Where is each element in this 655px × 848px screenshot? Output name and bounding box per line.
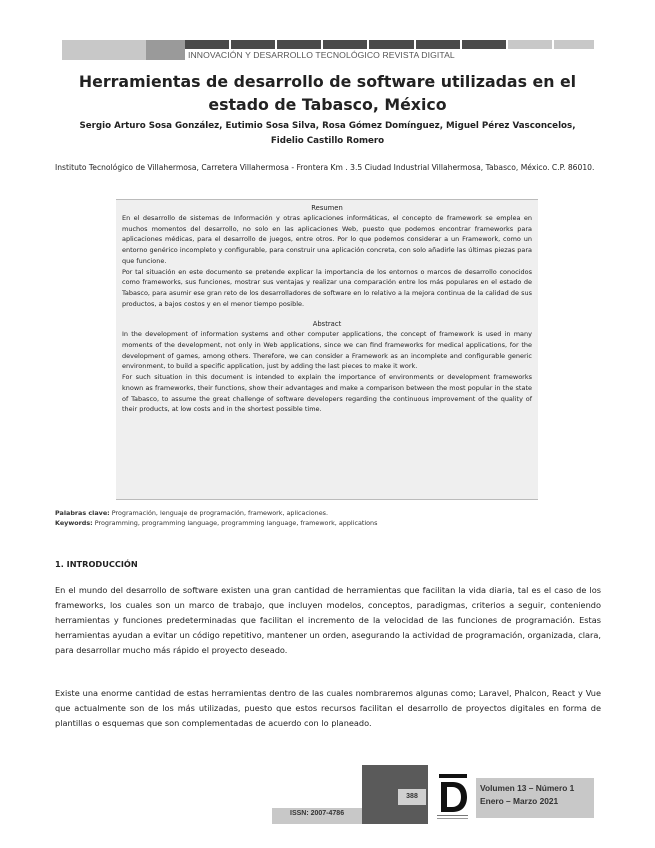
keywords-en-label: Keywords: xyxy=(55,519,93,527)
keywords-es-label: Palabras clave: xyxy=(55,509,110,517)
keywords-block xyxy=(55,508,603,528)
volume-info xyxy=(480,782,574,808)
title-line-1: Herramientas de desarrollo de software utilizadas en el xyxy=(78,72,577,91)
title-line-2: estado de Tabasco, México xyxy=(208,95,447,114)
resumen-heading: Resumen xyxy=(311,204,343,212)
abstract-box xyxy=(116,199,538,500)
tecnm-logo-icon xyxy=(429,768,476,822)
authors-line-1: Sergio Arturo Sosa González, Eutimio Sosa Silva, Rosa Gómez Domínguez, Miguel Pérez Vasconcelos, xyxy=(79,121,576,131)
volume-number: Volumen 13 – Número 1 xyxy=(480,783,575,793)
intro-paragraph-2: Existe una enorme cantidad de estas herramientas dentro de las cuales nombraremos algunas como; Laravel, Phalcon, React y Vue que actualmente son de los más utilizadas, puesto que estos recursos facilitan el desarrollo de proyectos digitales en forma de plantillas o esquemas que son complementadas de acuerdo con lo planeado. xyxy=(55,688,601,728)
abstract-paragraph-2: For such situation in this document is intended to explain the importance of environments or development frameworks known as frameworks, their functions, show their advantages and make a comparison between the most popular in the state of Tabasco, to assume the great challenge of software developers regarding the continuous improvement of the quality of their products, at low costs and in the shortest possible time. xyxy=(122,373,532,414)
abstract-paragraph-1: In the development of information systems and other computer applications, the concept of framework is used in many moments of the development, not only in Web applications, since we can find frameworks for medical applications, for the development of games, among others. Therefore, we can consider a Framework as an incomplete and configurable generic environment, to build a specific application, just by adding the last pieces to make it work. xyxy=(122,330,532,371)
intro-paragraph-1: En el mundo del desarrollo de software existen una gran cantidad de herramientas que facilitan la vida diaria, tal es el caso de los frameworks, los cuales son un marco de trabajo, que incluyen modelos, conceptos, paradigmas, criterios a seguir, conteniendo herramientas y funciones predeterminadas que facilitan el incremento de la velocidad de las funciones de programación. Estas herramientas ayudan a evitar un código repetitivo, mantener un orden, asegurando la actividad de programación, organizada, clara, para desarrollar mucho más rápido el proyecto deseado. xyxy=(55,585,601,655)
keywords-es-value: Programación, lenguaje de programación, framework, aplicaciones. xyxy=(111,509,329,517)
header-bar xyxy=(185,40,594,49)
authors xyxy=(60,119,595,149)
journal-title: INNOVACIÓN Y DESARROLLO TECNOLÓGICO REVISTA DIGITAL xyxy=(188,50,455,60)
volume-period: Enero – Marzo 2021 xyxy=(480,796,559,806)
keywords-en-value: Programming, programming language, programming language, framework, applications xyxy=(94,519,378,527)
authors-line-2: Fidelio Castillo Romero xyxy=(270,136,385,146)
abstract-heading: Abstract xyxy=(312,320,342,329)
header-block-dark xyxy=(146,40,185,60)
issn-label: ISSN: 2007-4786 xyxy=(290,810,345,817)
page-number: 388 xyxy=(398,789,426,805)
keywords-en xyxy=(55,518,603,528)
section-title-introduccion: 1. INTRODUCCIÓN xyxy=(55,559,138,569)
resumen-paragraph-2: Por tal situación en este documento se pretende explicar la importancia de los entornos o marcos de desarrollo conocidos como frameworks, sus funciones, mostrar sus ventajas y realizar una comparación entre los más populares en el estado de Tabasco, para asumir ese gran reto de los desarrolladores de software en lo relativo a la mejora continua de la calidad de sus productos, a bajos costos y en el menor tiempo posible. xyxy=(122,267,532,308)
keywords-es xyxy=(55,508,603,518)
affiliation: Instituto Tecnológico de Villahermosa, Carretera Villahermosa - Frontera Km . 3.5 Ciudad Industrial Villahermosa, Tabasco, México. C.P. 86010. xyxy=(55,163,595,172)
article-title xyxy=(60,70,595,116)
resumen-paragraph-1: En el desarrollo de sistemas de Información y otras aplicaciones informáticas, el concepto de framework se emplea en muchos momentos del desarrollo, no solo en las aplicaciones Web, puesto que podemos encontrar frameworks para aplicaciones médicas, para el desarrollo de juegos, entre otros. Por lo que podemos considerar a un Framework, como un entorno genérico incompleto y configurable, para construir una aplicación concreta, con solo añadirle las últimas piezas para que funcione. xyxy=(122,214,532,265)
